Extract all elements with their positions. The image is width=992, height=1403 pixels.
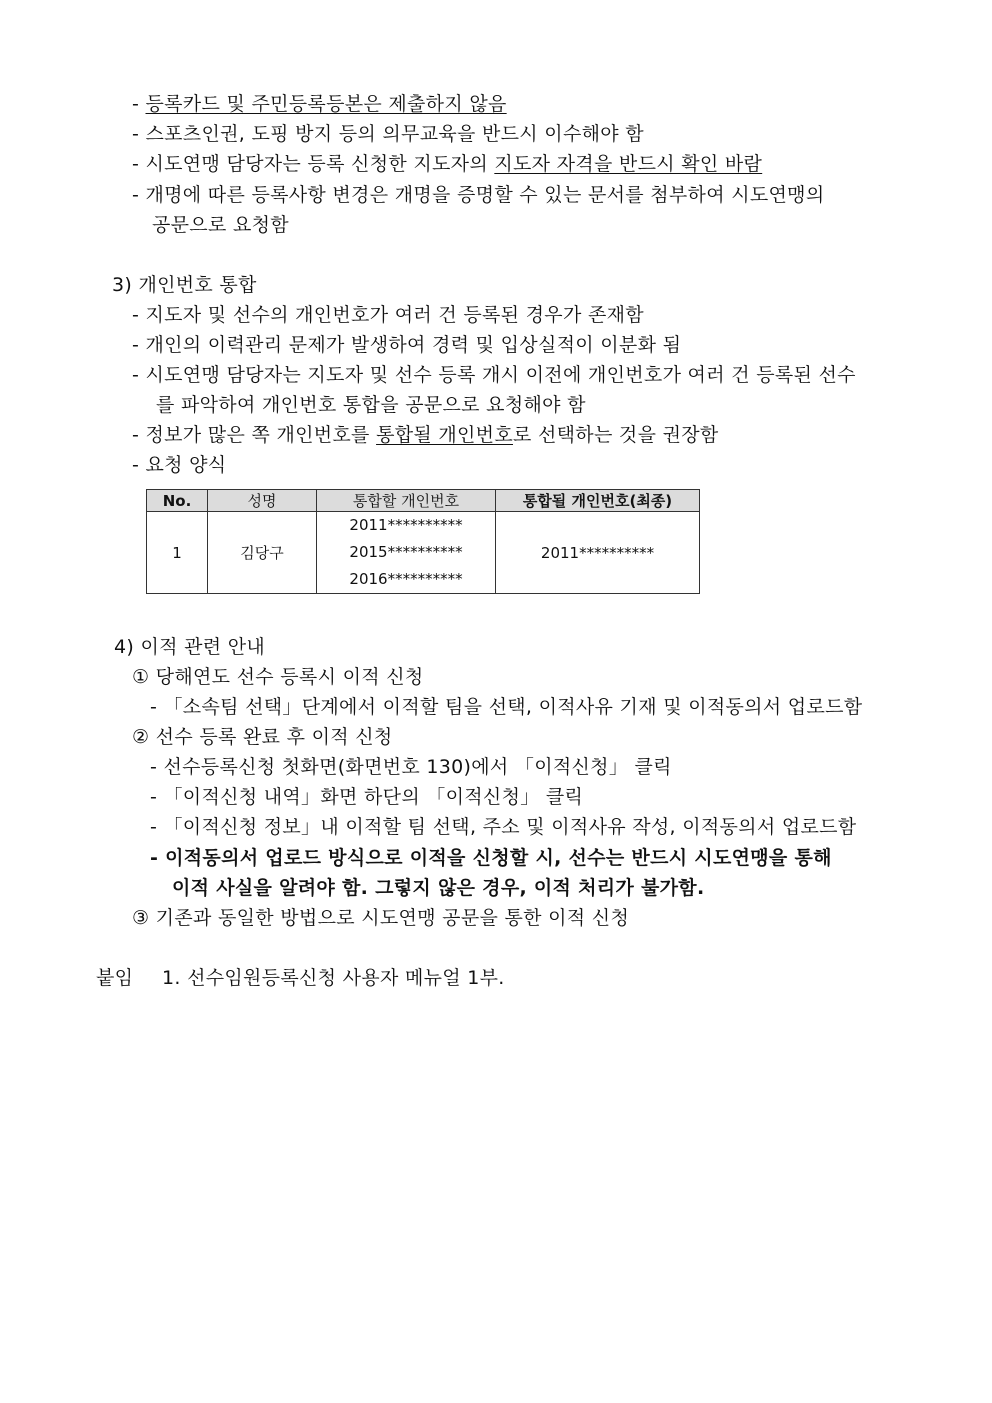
list-item: - 요청 양식 [132, 454, 227, 476]
cell-name: 김당구 [208, 512, 317, 594]
table-header-row [147, 490, 700, 512]
list-item-continuation: 공문으로 요청함 [152, 214, 289, 236]
attachment-label: 붙임 [96, 967, 134, 989]
section-heading: 4) 이적 관련 안내 [114, 636, 266, 658]
list-item: - 지도자 및 선수의 개인번호가 여러 건 등록된 경우가 존재함 [132, 304, 644, 326]
list-item: - 「이적신청 정보」내 이적할 팀 선택, 주소 및 이적사유 작성, 이적동의서 업로드함 [150, 816, 857, 838]
cell-no: 1 [147, 512, 208, 594]
cell-merge-to: 2011********** [496, 512, 700, 594]
table-row [147, 512, 700, 594]
col-merge-from: 통합할 개인번호 [317, 490, 496, 512]
attachment-text: 1. 선수임원등록신청 사용자 메뉴얼 1부. [162, 967, 505, 989]
list-item: - 시도연맹 담당자는 등록 신청한 지도자의 지도자 자격을 반드시 확인 바람 [132, 153, 763, 175]
cell-merge-from: 2011********** 2015********** 2016********** [317, 512, 496, 594]
list-item: - 「소속팀 선택」단계에서 이적할 팀을 선택, 이적사유 기재 및 이적동의서 업로드함 [150, 696, 863, 718]
list-item: - 「이적신청 내역」화면 하단의 「이적신청」 클릭 [150, 786, 584, 808]
col-name: 성명 [208, 490, 317, 512]
list-item: - 시도연맹 담당자는 지도자 및 선수 등록 개시 이전에 개인번호가 여러 건 등록된 선수 [132, 364, 856, 386]
sub-heading: ③ 기존과 동일한 방법으로 시도연맹 공문을 통한 이적 신청 [132, 907, 630, 929]
request-form-table [146, 489, 700, 594]
list-item-continuation: 를 파악하여 개인번호 통합을 공문으로 요청해야 함 [156, 394, 586, 416]
list-item: - 개인의 이력관리 문제가 발생하여 경력 및 입상실적이 이분화 됨 [132, 334, 682, 356]
sub-heading: ② 선수 등록 완료 후 이적 신청 [132, 726, 393, 748]
notice-bold: 이적 사실을 알려야 함. 그렇지 않은 경우, 이적 처리가 불가함. [172, 877, 705, 899]
emphasis-text: 지도자 자격을 반드시 확인 바람 [494, 153, 763, 175]
emphasis-text: 통합될 개인번호 [376, 424, 513, 446]
list-item: - 스포츠인권, 도핑 방지 등의 의무교육을 반드시 이수해야 함 [132, 123, 644, 145]
list-item: - 정보가 많은 쪽 개인번호를 통합될 개인번호로 선택하는 것을 권장함 [132, 424, 719, 446]
section-heading: 3) 개인번호 통합 [112, 274, 257, 296]
emphasis-text: 등록카드 및 주민등록등본은 제출하지 않음 [145, 93, 507, 115]
list-item: - 선수등록신청 첫화면(화면번호 130)에서 「이적신청」 클릭 [150, 756, 672, 778]
list-item: - 등록카드 및 주민등록등본은 제출하지 않음 [132, 93, 507, 115]
notice-bold: - 이적동의서 업로드 방식으로 이적을 신청할 시, 선수는 반드시 시도연맹을 통해 [150, 847, 832, 869]
col-merge-to: 통합될 개인번호(최종) [496, 490, 700, 512]
col-no: No. [147, 490, 208, 512]
sub-heading: ① 당해연도 선수 등록시 이적 신청 [132, 666, 424, 688]
list-item: - 개명에 따른 등록사항 변경은 개명을 증명할 수 있는 문서를 첨부하여 시도연맹의 [132, 184, 825, 206]
